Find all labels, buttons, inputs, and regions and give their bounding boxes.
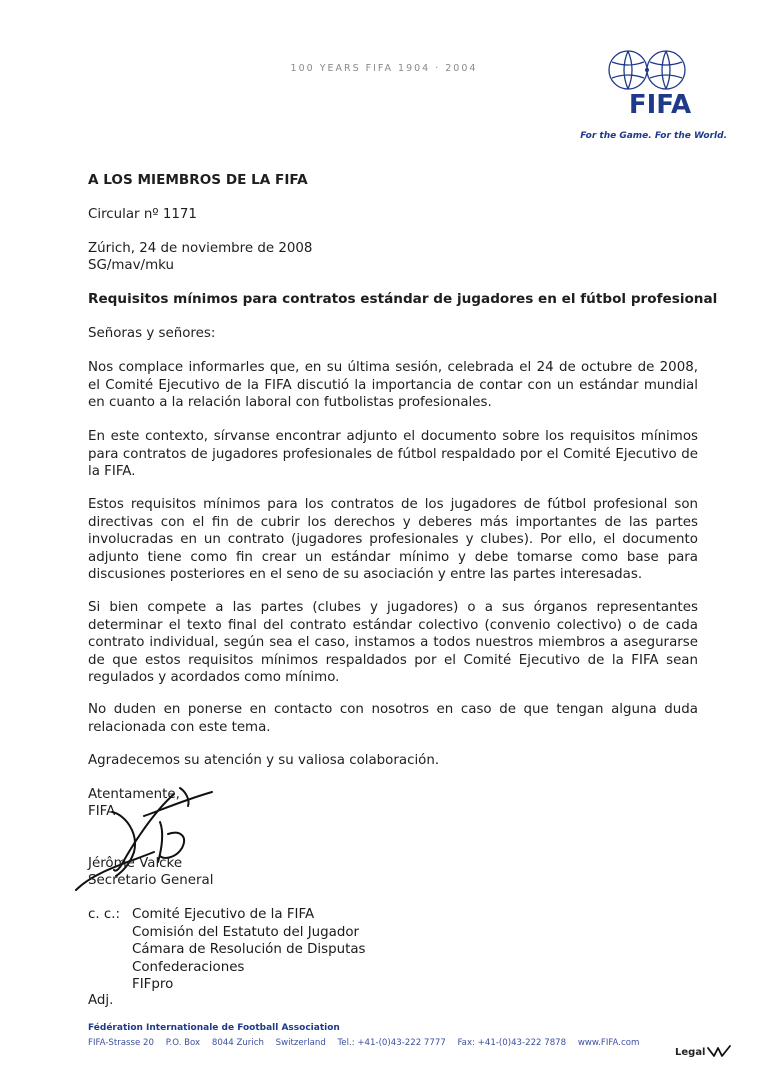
reference: SG/mav/mku xyxy=(88,258,174,273)
paragraph-5: No duden en ponerse en contacto con nosotros en caso de que tengan alguna duda relacionada con este tema. xyxy=(88,702,698,735)
footer-web-link[interactable]: www.FIFA.com xyxy=(577,1038,640,1048)
paragraph-3: Estos requisitos mínimos para los contratos de los jugadores de fútbol profesional son directivas con el fin de cubrir los derechos y deberes más importantes de las partes involucradas en un contrato (jugadores profesionales y clubes). Por ello, el documento adjunto tiene como fin crear un estándar mínimo y debe tomarse como base para discusiones posteriores en el seno de su asociación y entre las partes interesadas. xyxy=(88,497,698,582)
enclosure: Adj. xyxy=(88,993,114,1008)
cc-item: Confederaciones xyxy=(132,959,245,975)
footer-tel: Tel.: +41-(0)43-222 7777 xyxy=(337,1038,446,1048)
fifa-logo xyxy=(572,48,742,148)
cc-item: Comisión del Estatuto del Jugador xyxy=(132,924,360,940)
place-date: Zúrich, 24 de noviembre de 2008 xyxy=(88,241,313,256)
footer-po-box: P.O. Box xyxy=(165,1038,201,1048)
signer-title: Secretario General xyxy=(88,873,214,888)
globe-icon xyxy=(602,48,692,92)
cc-list xyxy=(132,906,366,994)
cc-item: Cámara de Resolución de Disputas xyxy=(132,942,366,957)
subject: Requisitos mínimos para contratos estándar de jugadores en el fútbol profesional xyxy=(88,291,718,307)
initials-mark xyxy=(706,1044,734,1060)
footer-address xyxy=(88,1038,648,1048)
paragraph-1: Nos complace informarles que, en su última sesión, celebrada el 24 de octubre de 2008, el Comité Ejecutivo de la FIFA discutió la importancia de contar con un estándar mundial en cuanto a la relación laboral con futbolistas profesionales. xyxy=(88,360,698,410)
paragraph-4: Si bien compete a las partes (clubes y jugadores) o a sus órganos representantes determinar el texto final del contrato estándar colectivo (convenio colectivo) o de cada contrato individual, según sea el caso, instamos a todos nuestros miembros a asegurarse de que estos requisitos mínimos respaldados por el Comité Ejecutivo de la FIFA sean regulados y acordados como mínimo. xyxy=(88,600,698,685)
footer-organization: Fédération Internationale de Football Association xyxy=(88,1023,340,1033)
cc-label: c. c.: xyxy=(88,907,121,922)
circular-number: Circular nº 1171 xyxy=(88,207,197,222)
fifa-wordmark: FIFA xyxy=(628,90,692,120)
footer-street: FIFA-Strasse 20 xyxy=(88,1038,154,1048)
salutation: Señoras y señores: xyxy=(88,326,216,341)
signer-name: Jérôme Valcke xyxy=(88,856,183,871)
centenary-line: 100 YEARS FIFA 1904 · 2004 xyxy=(290,63,478,74)
addressee: A LOS MIEMBROS DE LA FIFA xyxy=(88,172,308,188)
legal-stamp: Legal xyxy=(675,1047,706,1058)
closing-org: FIFA xyxy=(88,804,116,819)
paragraph-6: Agradecemos su atención y su valiosa colaboración. xyxy=(88,753,440,768)
cc-item: FIFpro xyxy=(132,977,174,992)
closing: Atentamente, xyxy=(88,787,180,802)
footer-fax: Fax: +41-(0)43-222 7878 xyxy=(457,1038,567,1048)
cc-item: Comité Ejecutivo de la FIFA xyxy=(132,907,315,922)
footer-city: 8044 Zurich xyxy=(211,1038,264,1048)
tagline: For the Game. For the World. xyxy=(580,131,727,141)
paragraph-2: En este contexto, sírvanse encontrar adjunto el documento sobre los requisitos mínimos para contratos de jugadores profesionales de fútbol respaldado por el Comité Ejecutivo de la FIFA. xyxy=(88,429,698,479)
footer-country: Switzerland xyxy=(275,1038,326,1048)
